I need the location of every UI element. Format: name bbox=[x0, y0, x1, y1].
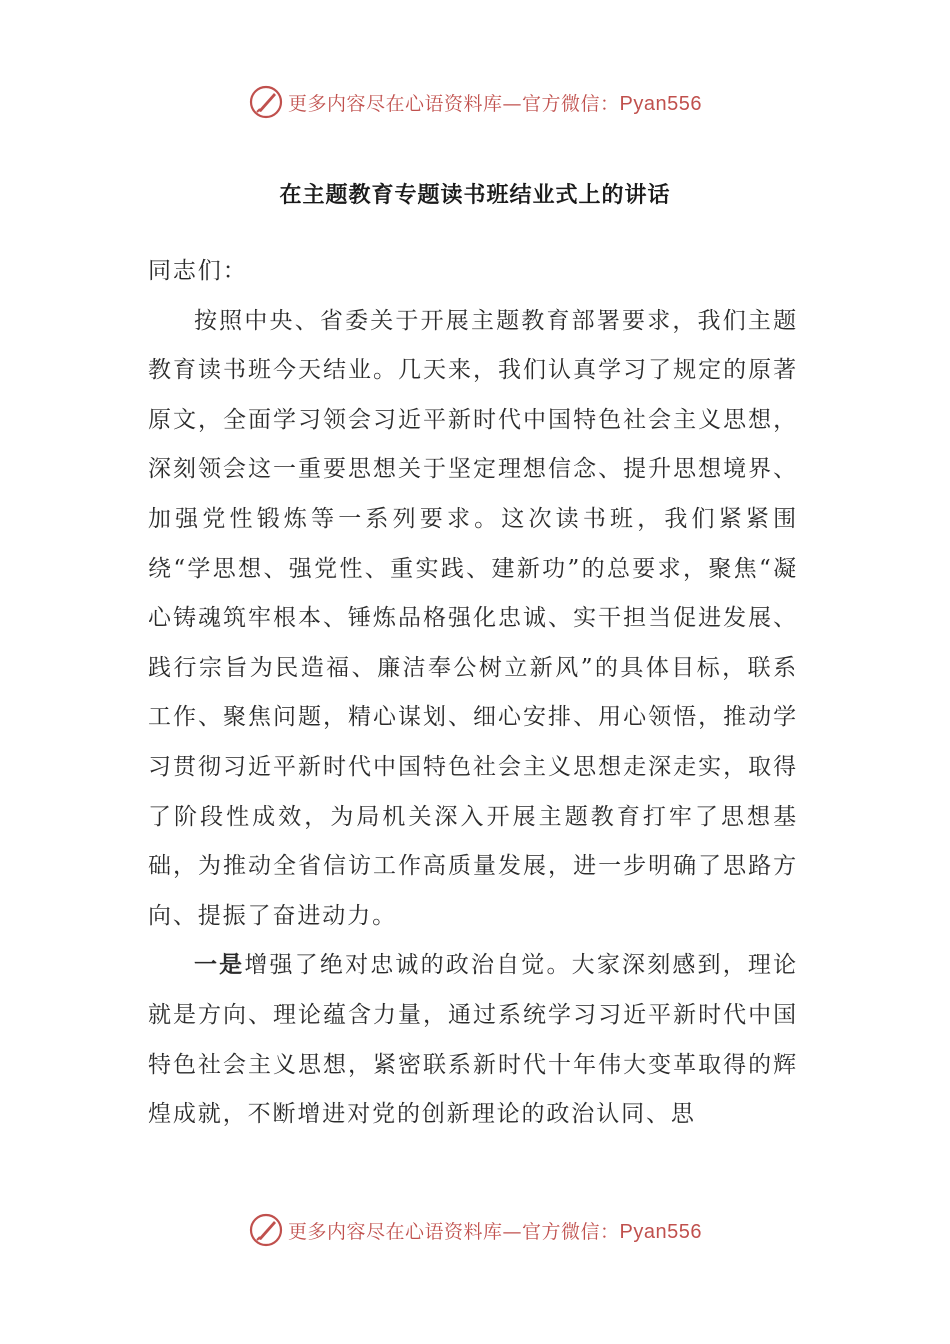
document-body bbox=[148, 247, 798, 1140]
paragraph-2-lead: 一是 bbox=[194, 952, 245, 979]
header-banner-text bbox=[288, 89, 702, 116]
header-wechat-id: Pyan556 bbox=[619, 92, 702, 115]
paragraph-2 bbox=[148, 941, 798, 1139]
quill-logo-icon bbox=[248, 84, 284, 120]
greeting: 同志们： bbox=[148, 258, 248, 284]
footer-watermark-banner bbox=[0, 1210, 950, 1250]
paragraph-1: 按照中央、省委关于开展主题教育部署要求，我们主题教育读书班今天结业。几天来，我们认真学习了规定的原著原文，全面学习领会习近平新时代中国特色社会主义思想，深刻领会这一重要思想关于坚定理想信念、提升思想境界、加强党性锻炼等一系列要求。这次读书班，我们紧紧围绕“学思想、强党性、重实践、建新功”的总要求，聚焦“凝心铸魂筑牢根本、锤炼品格强化忠诚、实干担当促进发展、践行宗旨为民造福、廉洁奉公树立新风”的具体目标，联系工作、聚焦问题，精心谋划、细心安排、用心领悟，推动学习贯彻习近平新时代中国特色社会主义思想走深走实，取得了阶段性成效，为局机关深入开展主题教育打牢了思想基础，为推动全省信访工作高质量发展，进一步明确了思路方向、提振了奋进动力。 bbox=[148, 307, 798, 929]
quill-logo-icon bbox=[248, 1212, 284, 1248]
document-title: 在主题教育专题读书班结业式上的讲话 bbox=[279, 183, 671, 208]
footer-wechat-id: Pyan556 bbox=[619, 1220, 702, 1243]
header-watermark-banner bbox=[0, 82, 950, 122]
footer-banner-text bbox=[288, 1217, 702, 1244]
header-banner-label: 更多内容尽在心语资料库—官方微信： bbox=[288, 92, 620, 115]
footer-banner-label: 更多内容尽在心语资料库—官方微信： bbox=[288, 1220, 620, 1243]
paragraph-2-body: 增强了绝对忠诚的政治自觉。大家深刻感到，理论就是方向、理论蕴含力量，通过系统学习习近平新时代中国特色社会主义思想，紧密联系新时代十年伟大变革取得的辉煌成就，不断增进对党的创新理论的政治认同、思 bbox=[148, 952, 798, 1128]
